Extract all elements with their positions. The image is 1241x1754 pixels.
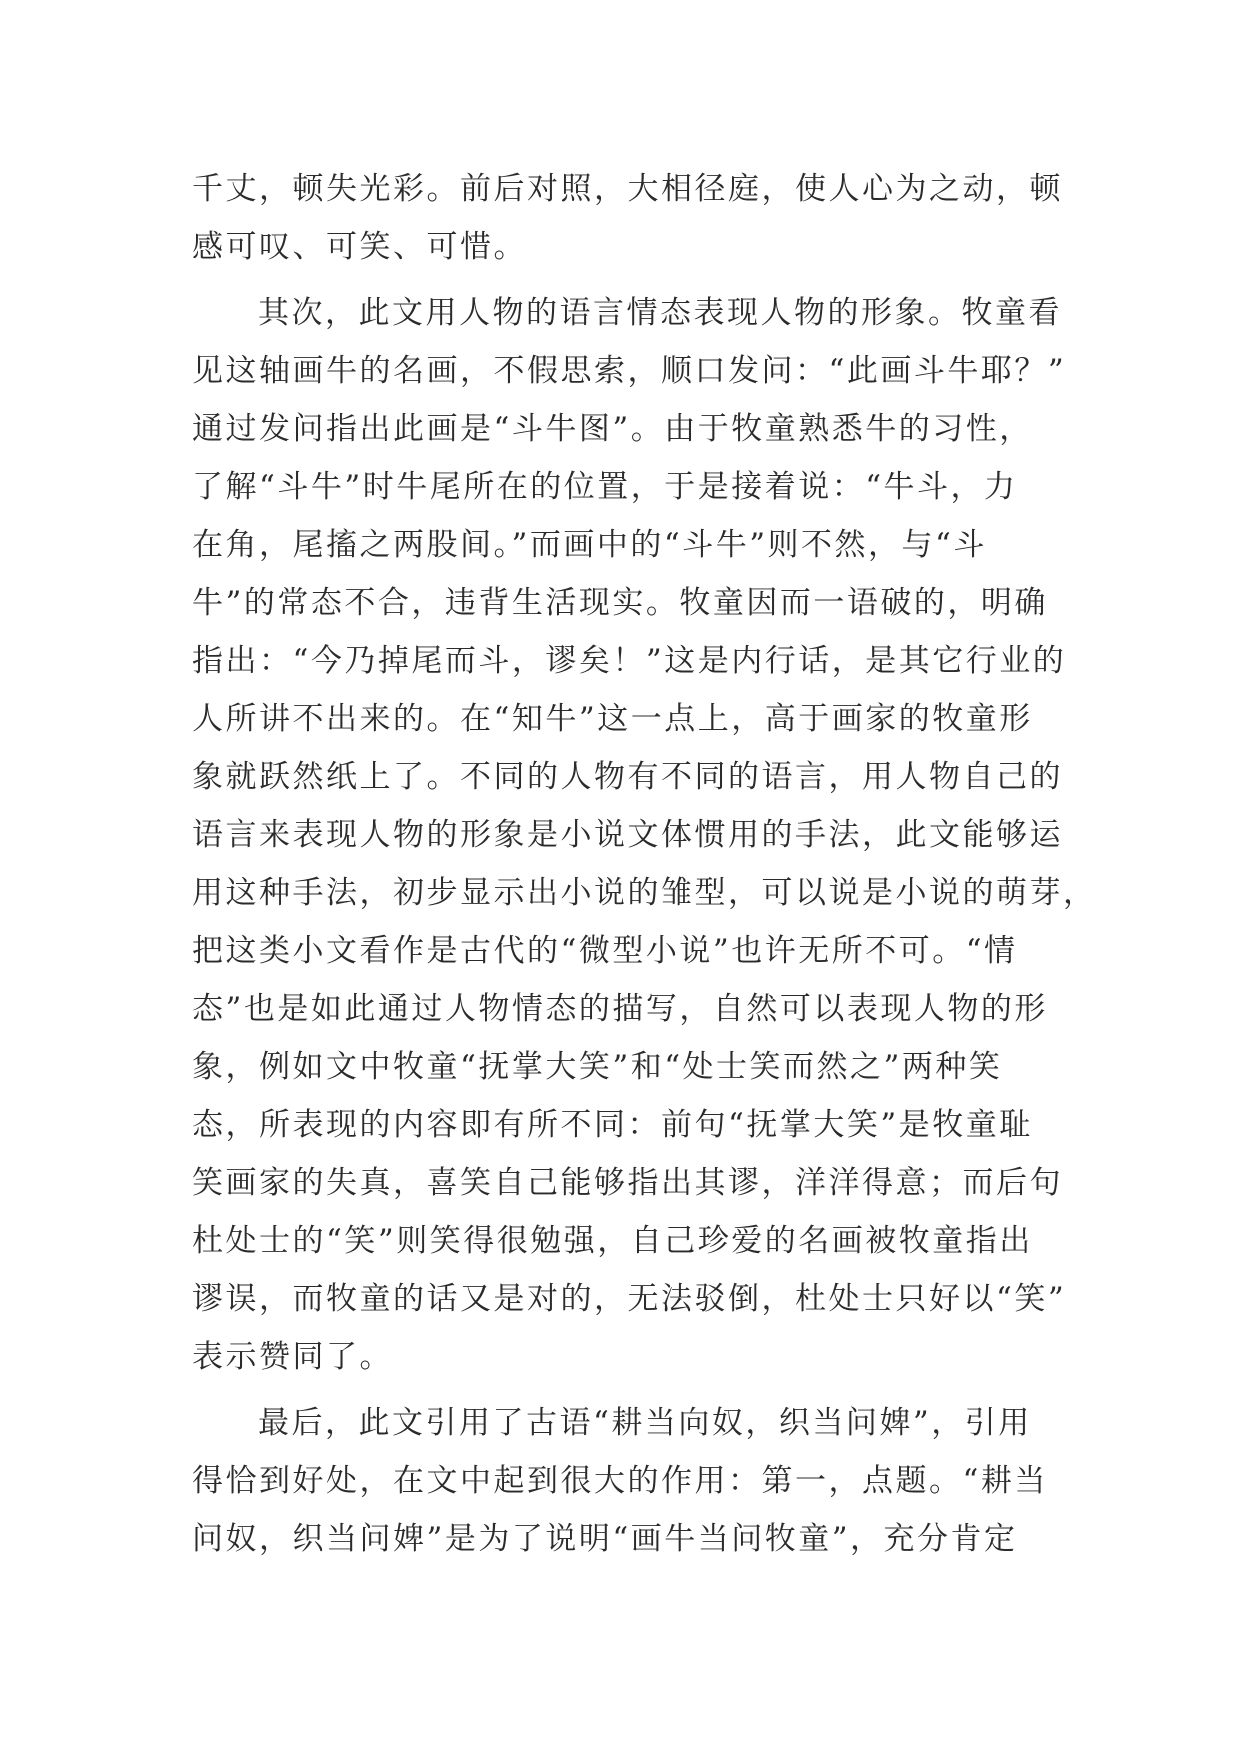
document-body bbox=[192, 160, 1097, 1568]
paragraph-gap bbox=[192, 1386, 1052, 1394]
text-line: 人所讲不出来的。在“知牛”这一点上，高于画家的牧童形 bbox=[192, 701, 1033, 737]
text-line: 把这类小文看作是古代的“微型小说”也许无所不可。“情 bbox=[192, 933, 1018, 969]
text-line: 在角，尾搐之两股间。”而画中的“斗牛”则不然，与“斗 bbox=[192, 527, 987, 563]
text-line: 得恰到好处，在文中起到很大的作用：第一，点题。“耕当 bbox=[192, 1463, 1048, 1499]
text-line: 其次，此文用人物的语言情态表现人物的形象。牧童看 bbox=[258, 295, 1062, 331]
text-line: 象，例如文中牧童“抚掌大笑”和“处士笑而然之”两种笑 bbox=[192, 1049, 1003, 1085]
text-line: 态”也是如此通过人物情态的描写，自然可以表现人物的形 bbox=[192, 991, 1048, 1027]
paragraph-gap bbox=[192, 276, 1052, 284]
text-line: 谬误，而牧童的话又是对的，无法驳倒，杜处士只好以“笑” bbox=[192, 1281, 1067, 1317]
text-line: 杜处士的“笑”则笑得很勉强，自己珍爱的名画被牧童指出 bbox=[192, 1223, 1033, 1259]
paragraph bbox=[192, 160, 1063, 276]
text-line: 牛”的常态不合，违背生活现实。牧童因而一语破的，明确 bbox=[192, 585, 1048, 621]
text-line: 了解“斗牛”时牛尾所在的位置，于是接着说：“牛斗，力 bbox=[192, 469, 1018, 505]
text-line: 通过发问指出此画是“斗牛图”。由于牧童熟悉牛的习性， bbox=[192, 411, 1033, 447]
text-line: 用这种手法，初步显示出小说的雏型，可以说是小说的萌芽， bbox=[192, 875, 1097, 911]
text-line: 千丈，顿失光彩。前后对照，大相径庭，使人心为之动，顿 bbox=[192, 171, 1063, 207]
text-line: 见这轴画牛的名画，不假思索，顺口发问：“此画斗牛耶？” bbox=[192, 353, 1067, 389]
paragraph bbox=[192, 284, 1097, 1386]
text-line: 象就跃然纸上了。不同的人物有不同的语言，用人物自己的 bbox=[192, 759, 1063, 795]
text-line: 表示赞同了。 bbox=[192, 1339, 393, 1375]
text-line: 指出：“今乃掉尾而斗，谬矣！”这是内行话，是其它行业的 bbox=[192, 643, 1067, 679]
text-line: 感可叹、可笑、可惜。 bbox=[192, 229, 527, 265]
paragraph bbox=[192, 1394, 1052, 1568]
text-line: 语言来表现人物的形象是小说文体惯用的手法，此文能够运 bbox=[192, 817, 1063, 853]
text-line: 态，所表现的内容即有所不同：前句“抚掌大笑”是牧童耻 bbox=[192, 1107, 1033, 1143]
text-line: 问奴，织当问婢”是为了说明“画牛当问牧童”，充分肯定 bbox=[192, 1521, 1018, 1557]
text-line: 最后，此文引用了古语“耕当向奴，织当问婢”，引用 bbox=[258, 1405, 1032, 1441]
text-line: 笑画家的失真，喜笑自己能够指出其谬，洋洋得意；而后句 bbox=[192, 1165, 1063, 1201]
